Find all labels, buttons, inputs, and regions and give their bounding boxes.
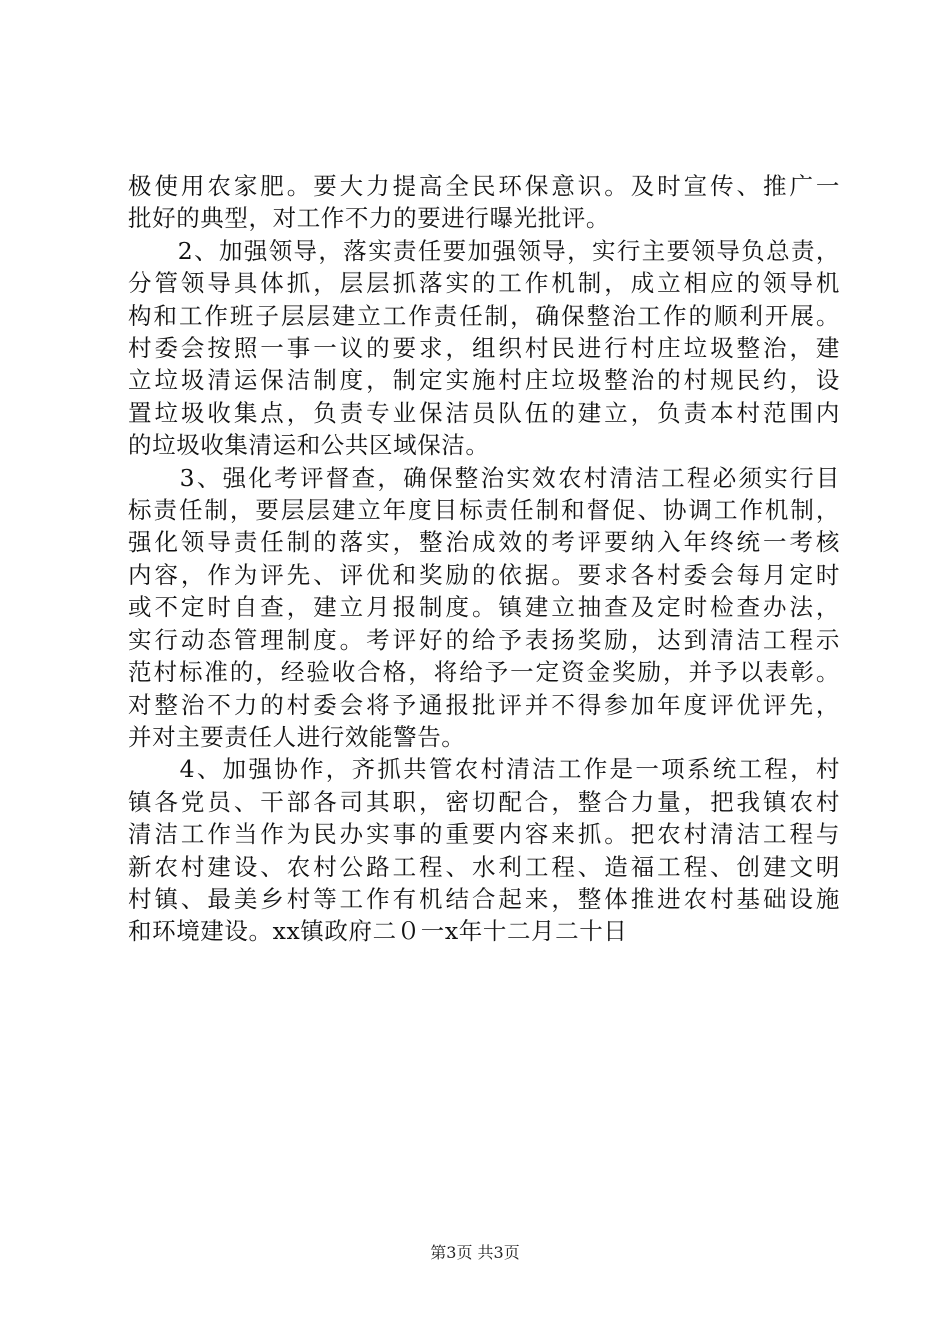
page-number-footer: 第3页 共3页 <box>430 1243 520 1262</box>
text-line: 实行动态管理制度。考评好的给予表扬奖励，达到清洁工程示 <box>128 625 840 654</box>
text-line: 并对主要责任人进行效能警告。 <box>128 722 466 751</box>
text-line: 对整治不力的村委会将予通报批评并不得参加年度评优评先， <box>128 690 840 719</box>
text-line: 置垃圾收集点，负责专业保洁员队伍的建立，负责本村范围内 <box>128 398 840 427</box>
text-line: 清洁工作当作为民办实事的重要内容来抓。把农村清洁工程与 <box>128 820 840 849</box>
text-line: 3、强化考评督查，确保整治实效农村清洁工程必须实行目 <box>128 463 840 492</box>
text-line: 村镇、最美乡村等工作有机结合起来，整体推进农村基础设施 <box>128 884 840 913</box>
text-line: 镇各党员、干部各司其职，密切配合，整合力量，把我镇农村 <box>128 787 840 816</box>
text-line: 新农村建设、农村公路工程、水利工程、造福工程、创建文明 <box>128 852 840 881</box>
text-line: 立垃圾清运保洁制度，制定实施村庄垃圾整治的村规民约，设 <box>128 366 840 395</box>
text-line: 或不定时自查，建立月报制度。镇建立抽查及定时检查办法， <box>128 593 840 622</box>
text-line: 极使用农家肥。要大力提高全民环保意识。及时宣传、推广一 <box>128 172 840 200</box>
text-line: 和环境建设。xx镇政府二０一x年十二月二十日 <box>128 917 628 946</box>
text-line: 内容，作为评先、评优和奖励的依据。要求各村委会每月定时 <box>128 560 840 589</box>
text-line: 2、加强领导，落实责任要加强领导，实行主要领导负总责， <box>128 236 840 265</box>
text-line: 范村标准的，经验收合格，将给予一定资金奖励，并予以表彰。 <box>128 658 840 687</box>
text-line: 分管领导具体抓，层层抓落实的工作机制，成立相应的领导机 <box>128 269 840 298</box>
text-line: 村委会按照一事一议的要求，组织村民进行村庄垃圾整治，建 <box>128 334 840 363</box>
text-line: 的垃圾收集清运和公共区域保洁。 <box>128 431 490 460</box>
text-line: 强化领导责任制的落实，整治成效的考评要纳入年终统一考核 <box>128 528 840 557</box>
text-line: 构和工作班子层层建立工作责任制，确保整治工作的顺利开展。 <box>128 301 840 330</box>
text-line: 批好的典型，对工作不力的要进行曝光批评。 <box>128 204 610 233</box>
document-body <box>128 170 840 948</box>
text-line: 4、加强协作，齐抓共管农村清洁工作是一项系统工程，村 <box>128 755 840 784</box>
text-line: 标责任制，要层层建立年度目标责任制和督促、协调工作机制， <box>128 496 840 525</box>
